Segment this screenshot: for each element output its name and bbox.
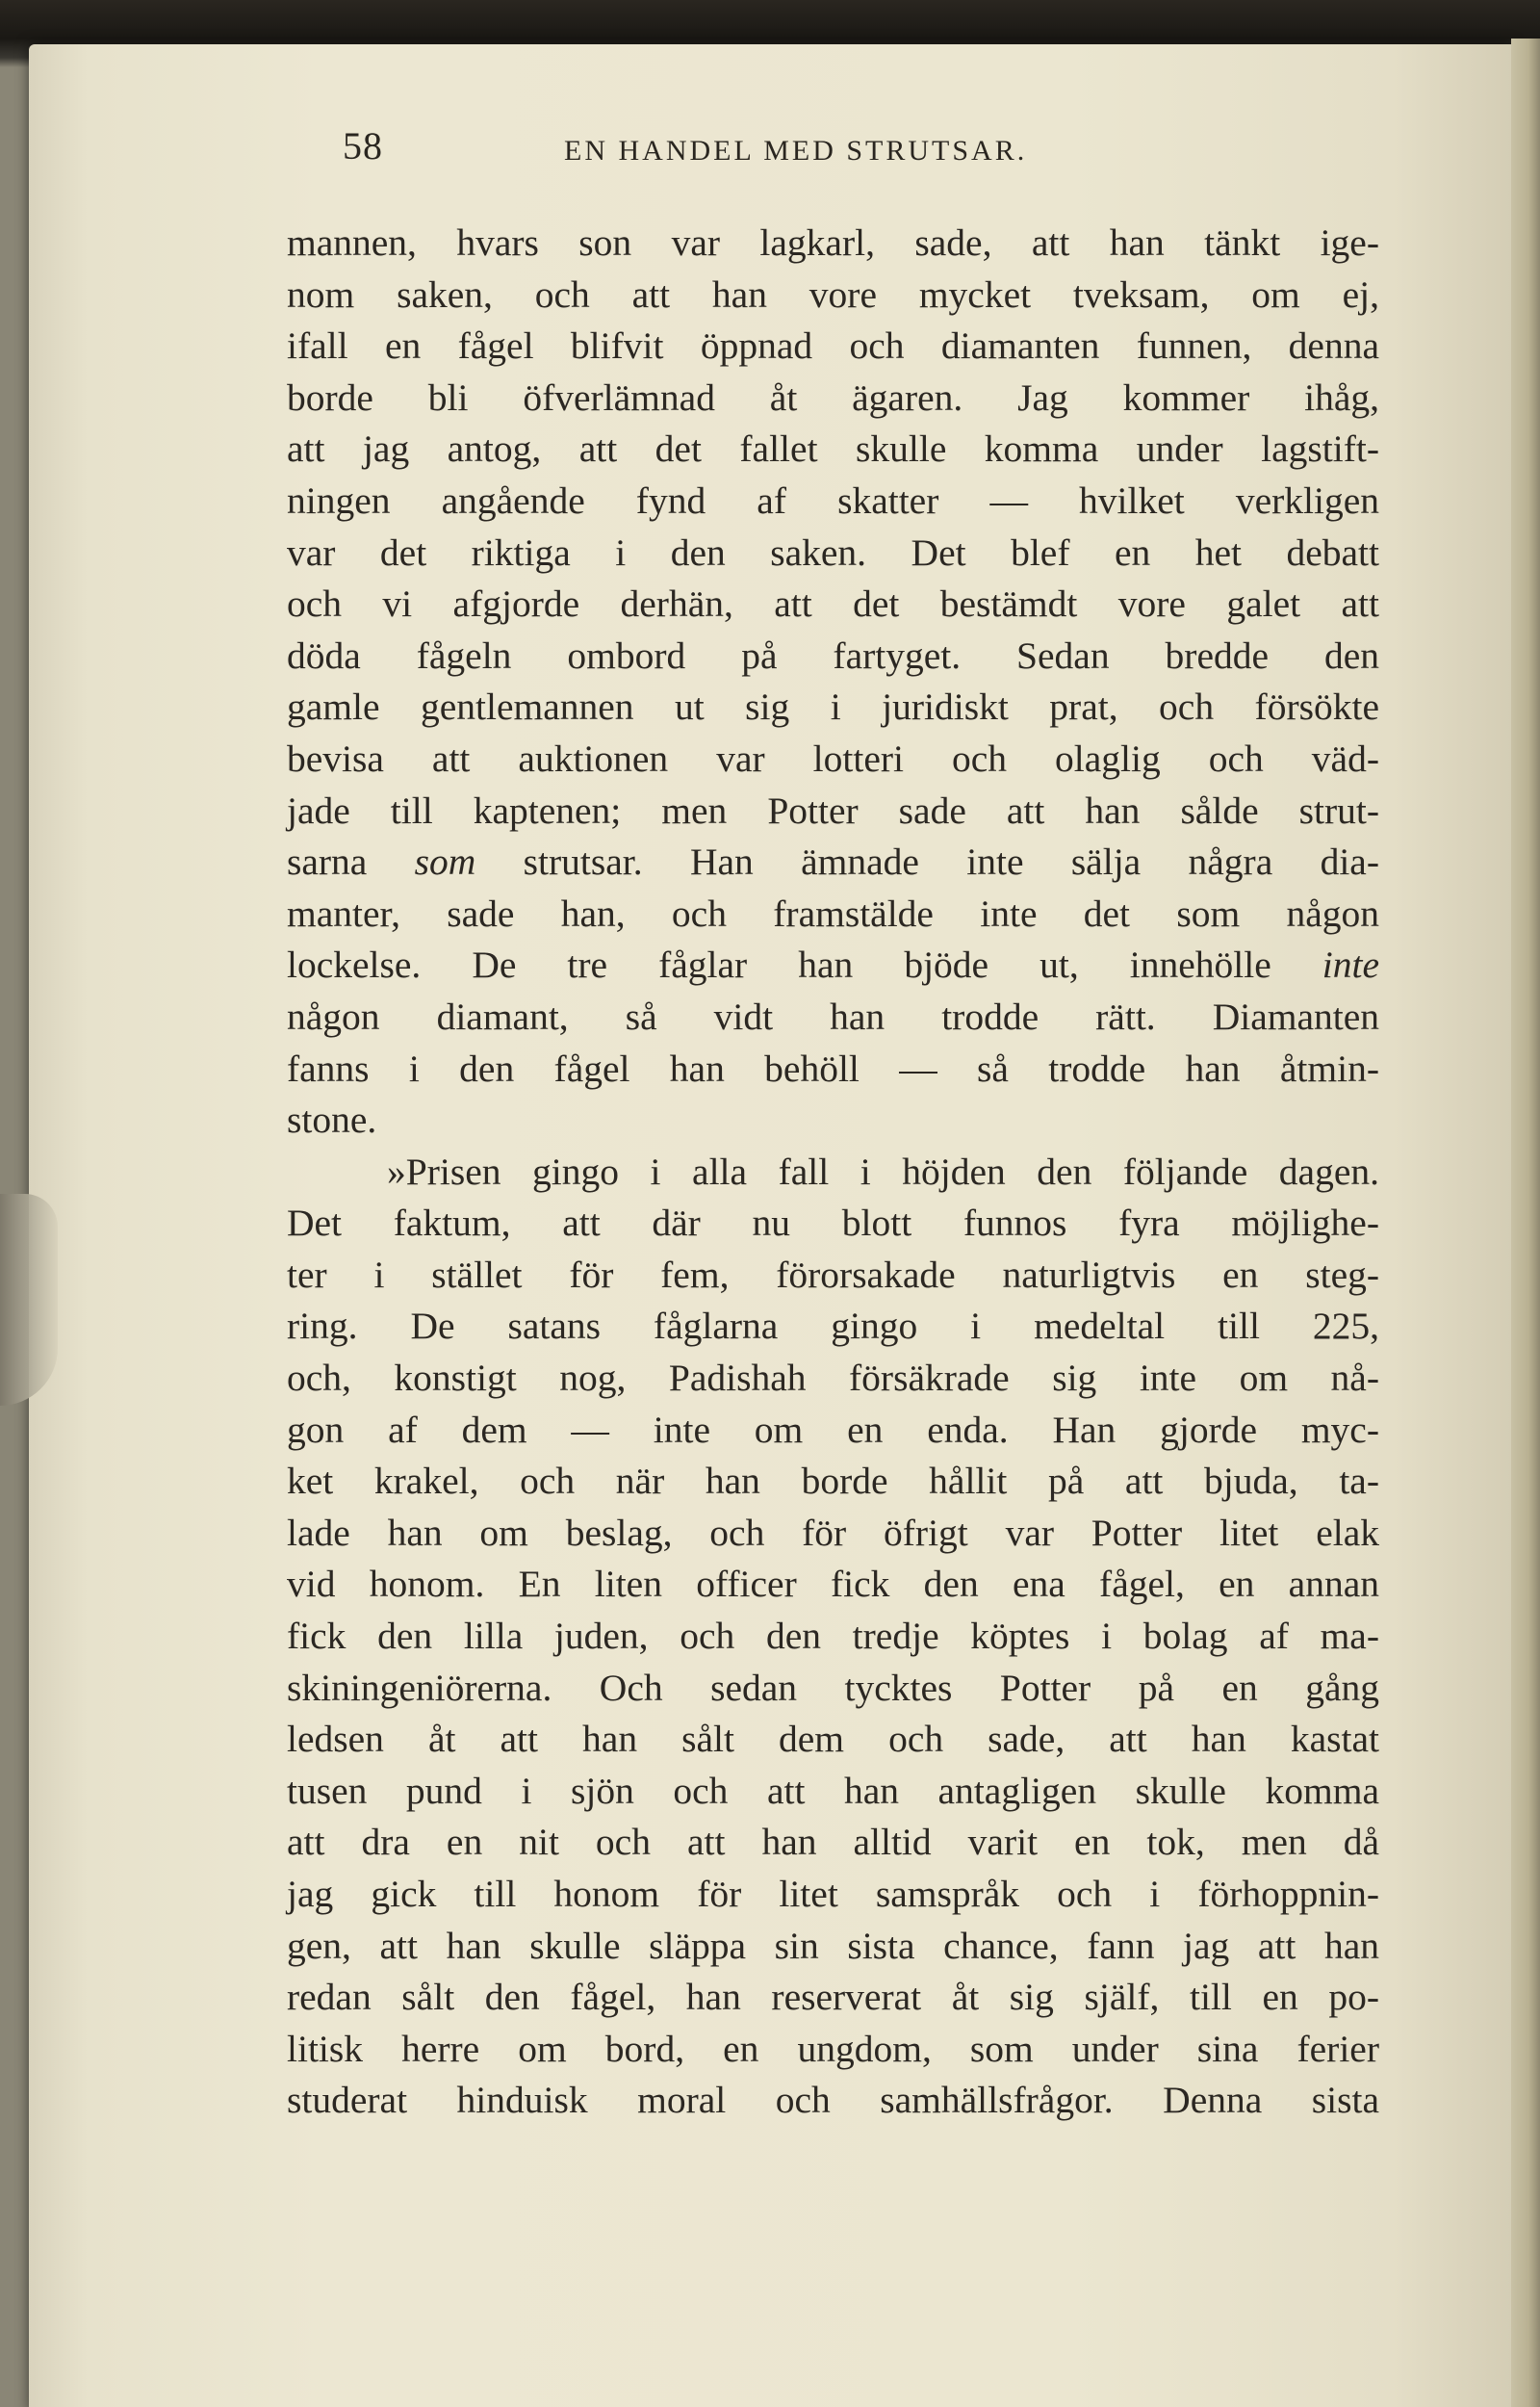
text-segment: lockelse. De tre fåglar han bjöde ut, innehölle (287, 944, 1322, 987)
text-line: »Prisen gingo i alla fall i höjden den följande dagen. (387, 1150, 1379, 1193)
text-line: gen, att han skulle släppa sin sista chance, fann jag att han (287, 1924, 1379, 1967)
text-line: vid honom. En liten officer fick den ena fågel, en annan (287, 1563, 1379, 1606)
text-line: redan sålt den fågel, han reserverat åt sig själf, till en po- (287, 1976, 1379, 2019)
text-line: stone. (287, 1099, 377, 1142)
running-head: EN HANDEL MED STRUTSAR. (564, 135, 1028, 167)
text-line: ter i stället för fem, förorsakade naturligtvis en steg- (287, 1253, 1379, 1296)
text-line: och vi afgjorde derhän, att det bestämdt vore galet att (287, 582, 1379, 626)
text-line: bevisa att auktionen var lotteri och olaglig och väd- (287, 737, 1379, 780)
text-line: någon diamant, så vidt han trodde rätt. Diamanten (287, 995, 1379, 1038)
text-line: skiningeniörerna. Och sedan tycktes Potter på en gång (287, 1666, 1379, 1709)
text-segment: strutsar. Han ämnade inte sälja några dia- (475, 841, 1379, 884)
text-line: nom saken, och att han vore mycket tveksam, om ej, (287, 272, 1379, 316)
text-line: fick den lilla juden, och den tredje köptes i bolag af ma- (287, 1615, 1379, 1658)
text-line: ifall en fågel blifvit öppnad och diamanten funnen, denna (287, 324, 1379, 368)
page-number: 58 (343, 124, 383, 168)
text-line: ket krakel, och när han borde hållit på att bjuda, ta- (287, 1460, 1379, 1503)
text-line-with-italic (287, 837, 1379, 889)
text-line: litisk herre om bord, en ungdom, som under sina ferier (287, 2027, 1379, 2070)
page-edge-stack (1511, 39, 1540, 2407)
text-line: fanns i den fågel han behöll — så trodde han åtmin- (287, 1047, 1379, 1090)
text-line: döda fågeln ombord på fartyget. Sedan bredde den (287, 634, 1379, 677)
text-line: gamle gentlemannen ut sig i juridiskt prat, och försökte (287, 686, 1379, 729)
text-segment: sarna (287, 841, 415, 884)
text-line: jade till kaptenen; men Potter sade att han sålde strut- (287, 789, 1379, 832)
text-line: borde bli öfverlämnad åt ägaren. Jag kommer ihåg, (287, 375, 1379, 419)
text-line: att jag antog, att det fallet skulle komma under lagstift- (287, 427, 1379, 471)
text-line: var det riktiga i den saken. Det blef en het debatt (287, 531, 1379, 574)
text-line: gon af dem — inte om en enda. Han gjorde myc- (287, 1408, 1379, 1451)
text-line: jag gick till honom för litet samspråk och i förhoppnin- (287, 1873, 1379, 1915)
text-line: ring. De satans fåglarna gingo i medeltal till 225, (287, 1305, 1379, 1348)
text-line: mannen, hvars son var lagkarl, sade, att han tänkt ige- (287, 221, 1379, 264)
page-header (343, 123, 1382, 181)
text-line-with-italic (287, 940, 1379, 992)
text-line: ledsen åt att han sålt dem och sade, att han kastat (287, 1718, 1379, 1761)
text-line: lade han om beslag, och för öfrigt var Potter litet elak (287, 1511, 1379, 1554)
text-line: och, konstigt nog, Padishah försäkrade sig inte om nå- (287, 1357, 1379, 1400)
text-line: att dra en nit och att han alltid varit en tok, men då (287, 1821, 1379, 1864)
text-line: Det faktum, att där nu blott funnos fyra möjlighe- (287, 1202, 1379, 1245)
text-line: studerat hinduisk moral och samhällsfrågor. Denna sista (287, 2079, 1379, 2122)
text-line: ningen angående fynd af skatter — hvilket verkligen (287, 479, 1379, 522)
text-line: tusen pund i sjön och att han antagligen skulle komma (287, 1769, 1379, 1812)
italic-word: inte (1322, 944, 1379, 987)
text-line: manter, sade han, och framstälde inte det som någon (287, 892, 1379, 935)
book-clip (0, 1194, 58, 1406)
italic-word: som (414, 841, 476, 884)
body-text (287, 218, 1379, 2127)
